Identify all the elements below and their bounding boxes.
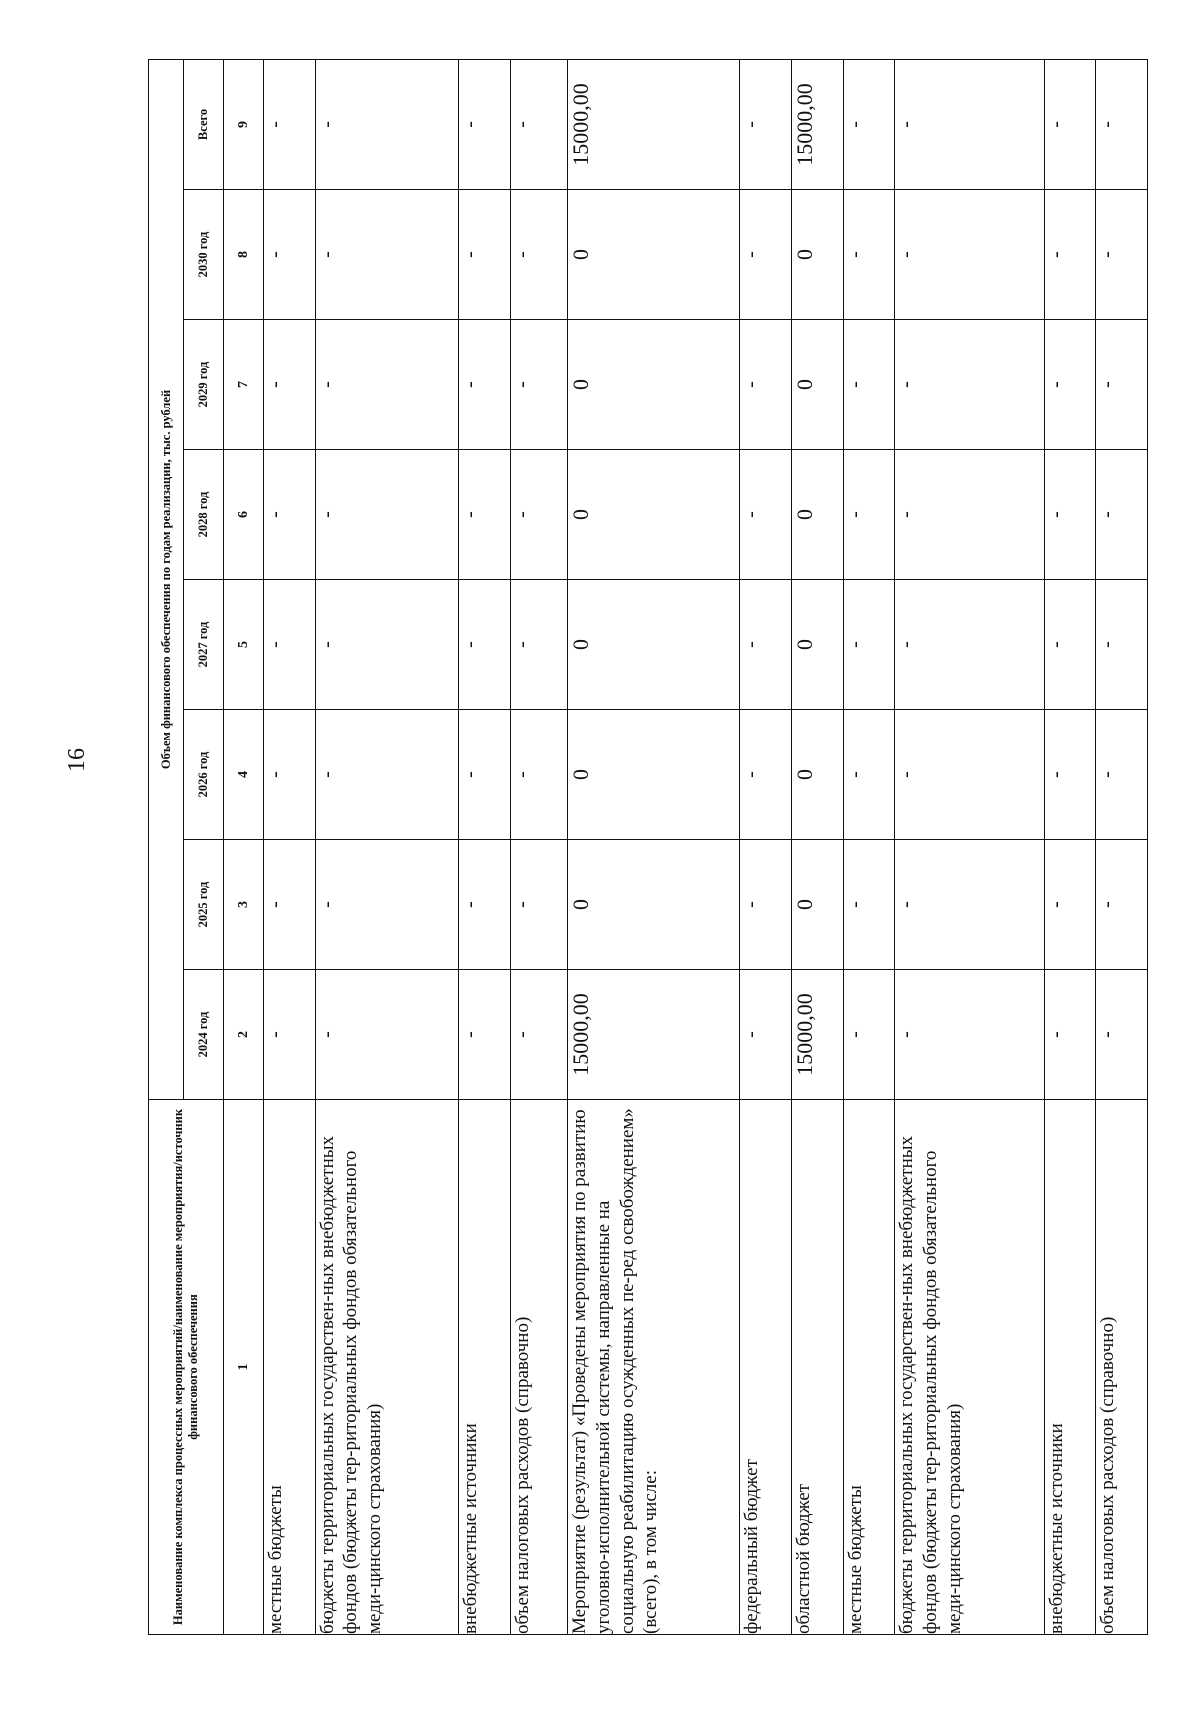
year-header: 2027 год: [184, 580, 224, 710]
cell-value: -: [1044, 580, 1096, 710]
column-number: 6: [224, 450, 264, 580]
cell-value: 0: [568, 840, 740, 970]
table-row: [568, 59, 740, 1634]
cell-value: -: [264, 450, 316, 580]
cell-value: -: [315, 320, 459, 450]
cell-value: -: [264, 840, 316, 970]
cell-value: -: [459, 190, 511, 320]
cell-value: -: [843, 190, 895, 320]
cell-value: -: [740, 320, 792, 450]
cell-value: 0: [792, 190, 844, 320]
cell-value: 0: [792, 580, 844, 710]
table-row: [1096, 59, 1148, 1634]
table-row: [792, 59, 844, 1634]
table-row: [895, 59, 1044, 1634]
cell-value: -: [510, 840, 567, 970]
cell-value: -: [264, 320, 316, 450]
table-row: [459, 59, 511, 1634]
cell-value: -: [843, 320, 895, 450]
column-number: 4: [224, 710, 264, 840]
cell-value: -: [510, 59, 567, 189]
cell-value: -: [264, 190, 316, 320]
cell-value: -: [740, 450, 792, 580]
cell-value: -: [510, 190, 567, 320]
cell-value: -: [264, 970, 316, 1100]
row-name: объем налоговых расходов (справочно): [1096, 1100, 1148, 1635]
page-number: 16: [64, 748, 90, 772]
cell-value: -: [264, 59, 316, 189]
year-header: 2028 год: [184, 450, 224, 580]
cell-value: -: [510, 450, 567, 580]
cell-value: -: [843, 580, 895, 710]
cell-value: -: [843, 840, 895, 970]
cell-value: 0: [568, 320, 740, 450]
cell-value: -: [740, 580, 792, 710]
cell-value: -: [264, 580, 316, 710]
cell-value: -: [459, 580, 511, 710]
cell-value: -: [1096, 970, 1148, 1100]
cell-value: -: [843, 970, 895, 1100]
table-row: [510, 59, 567, 1634]
cell-value: -: [895, 580, 1044, 710]
year-header: 2030 год: [184, 190, 224, 320]
column-number: 7: [224, 320, 264, 450]
cell-value: -: [315, 840, 459, 970]
funding-table: [148, 59, 1148, 1635]
row-name: объем налоговых расходов (справочно): [510, 1100, 567, 1635]
cell-value: -: [1096, 710, 1148, 840]
cell-value: 15000,00: [792, 970, 844, 1100]
cell-value: -: [1096, 59, 1148, 189]
cell-value: 0: [792, 840, 844, 970]
cell-value: -: [740, 970, 792, 1100]
row-name: бюджеты территориальных государствен-ных внебюджетных фондов (бюджеты тер-риториальных фондов обязательного меди-цинского страхования): [895, 1100, 1044, 1635]
column-number: 9: [224, 59, 264, 189]
cell-value: 0: [568, 450, 740, 580]
name-column-header: Наименование комплекса процессных мероприятий/наименование мероприятия/источник финансового обеспечения: [149, 1100, 224, 1635]
cell-value: 0: [568, 190, 740, 320]
cell-value: 0: [792, 710, 844, 840]
row-name: местные бюджеты: [264, 1100, 316, 1635]
cell-value: 0: [568, 580, 740, 710]
cell-value: -: [510, 970, 567, 1100]
cell-value: 0: [568, 710, 740, 840]
table-row: [1044, 59, 1096, 1634]
cell-value: -: [1044, 840, 1096, 970]
table-row: [315, 59, 459, 1634]
funding-group-header: Объем финансового обеспечения по годам реализации, тыс. рублей: [149, 59, 184, 1099]
cell-value: -: [1096, 840, 1148, 970]
cell-value: -: [895, 970, 1044, 1100]
column-number: 5: [224, 580, 264, 710]
cell-value: -: [459, 320, 511, 450]
column-number: 2: [224, 970, 264, 1100]
cell-value: -: [1044, 59, 1096, 189]
cell-value: -: [1044, 320, 1096, 450]
row-name: внебюджетные источники: [1044, 1100, 1096, 1635]
column-number: 8: [224, 190, 264, 320]
total-header: Всего: [184, 59, 224, 189]
cell-value: 0: [792, 320, 844, 450]
row-name: бюджеты территориальных государствен-ных внебюджетных фондов (бюджеты тер-риториальных фондов обязательного меди-цинского страхования): [315, 1100, 459, 1635]
cell-value: -: [895, 710, 1044, 840]
cell-value: -: [843, 59, 895, 189]
table-row: [843, 59, 895, 1634]
column-number: 1: [224, 1100, 264, 1635]
cell-value: -: [315, 59, 459, 189]
cell-value: -: [740, 190, 792, 320]
row-name: областной бюджет: [792, 1100, 844, 1635]
cell-value: -: [895, 320, 1044, 450]
cell-value: -: [459, 710, 511, 840]
rotated-table-frame: [148, 60, 1148, 1635]
cell-value: -: [1044, 710, 1096, 840]
cell-value: 15000,00: [792, 59, 844, 189]
cell-value: -: [740, 840, 792, 970]
cell-value: -: [895, 59, 1044, 189]
row-name: Мероприятие (результат) «Проведены мероприятия по развитию уголовно-исполнительной системы, направленные на социальную реабилитацию осужденных пе-ред освобождением» (всего), в том числе:: [568, 1100, 740, 1635]
cell-value: -: [264, 710, 316, 840]
cell-value: -: [895, 840, 1044, 970]
year-header: 2024 год: [184, 970, 224, 1100]
year-header: 2025 год: [184, 840, 224, 970]
table-row: [264, 59, 316, 1634]
cell-value: -: [510, 320, 567, 450]
cell-value: -: [895, 190, 1044, 320]
table-row: [740, 59, 792, 1634]
cell-value: -: [315, 970, 459, 1100]
cell-value: -: [1096, 580, 1148, 710]
cell-value: -: [459, 840, 511, 970]
cell-value: -: [315, 580, 459, 710]
cell-value: -: [843, 450, 895, 580]
cell-value: -: [1096, 450, 1148, 580]
cell-value: -: [510, 710, 567, 840]
row-name: внебюджетные источники: [459, 1100, 511, 1635]
cell-value: -: [843, 710, 895, 840]
cell-value: -: [459, 450, 511, 580]
cell-value: -: [1044, 450, 1096, 580]
cell-value: -: [740, 59, 792, 189]
cell-value: 0: [792, 450, 844, 580]
cell-value: -: [1096, 190, 1148, 320]
cell-value: 15000,00: [568, 59, 740, 189]
cell-value: -: [510, 580, 567, 710]
cell-value: -: [315, 710, 459, 840]
cell-value: -: [1096, 320, 1148, 450]
cell-value: -: [459, 970, 511, 1100]
year-header: 2029 год: [184, 320, 224, 450]
cell-value: -: [1044, 970, 1096, 1100]
cell-value: -: [740, 710, 792, 840]
cell-value: 15000,00: [568, 970, 740, 1100]
cell-value: -: [459, 59, 511, 189]
cell-value: -: [315, 450, 459, 580]
column-number: 3: [224, 840, 264, 970]
row-name: местные бюджеты: [843, 1100, 895, 1635]
year-header: 2026 год: [184, 710, 224, 840]
cell-value: -: [1044, 190, 1096, 320]
cell-value: -: [895, 450, 1044, 580]
row-name: федеральный бюджет: [740, 1100, 792, 1635]
cell-value: -: [315, 190, 459, 320]
